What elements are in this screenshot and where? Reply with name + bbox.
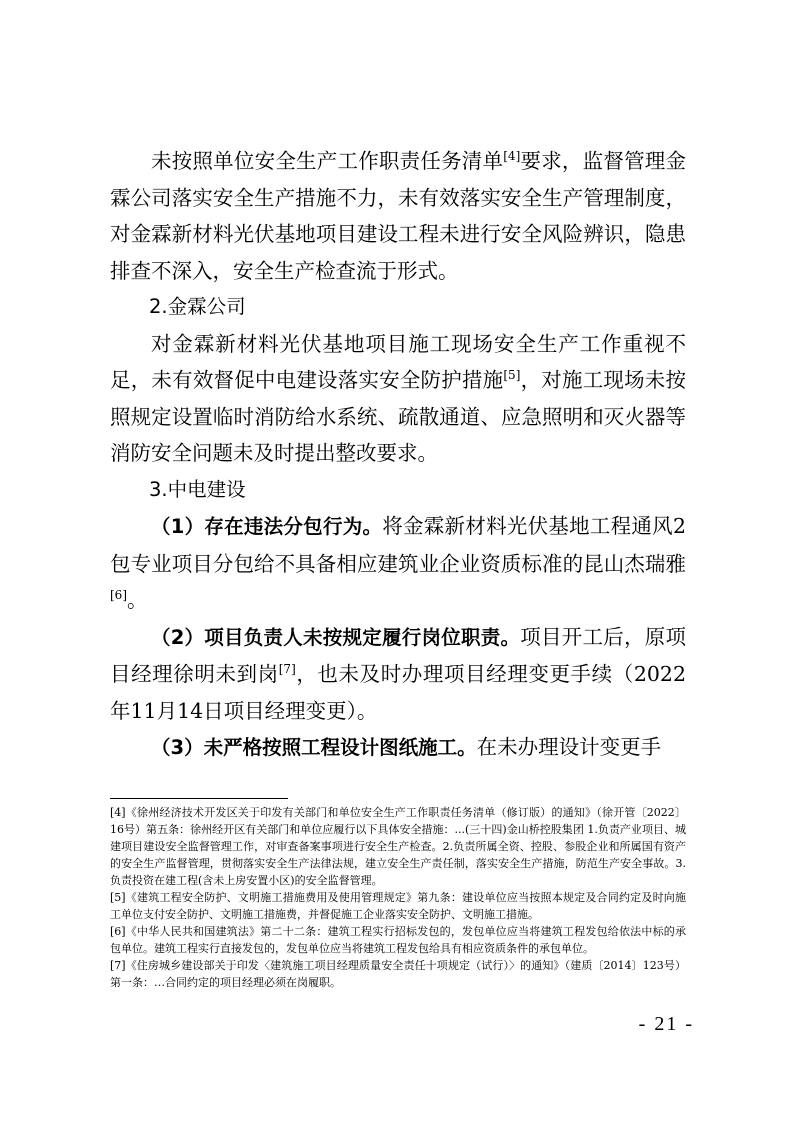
paragraph-4: （2）项目负责人未按规定履行岗位职责。项目开工后，原项目经理徐明未到岗[7]，也未及时办理项目经理变更手续（2022年11月14日项目经理变更）。 [110,624,687,723]
footnote-ref-6[interactable]: [6] [110,588,127,602]
footnote-4: [4]《徐州经济技术开发区关于印发有关部门和单位安全生产工作职责任务清单（修订版）的通知》（徐开管〔2022〕16号）第五条：徐州经开区有关部门和单位应履行以下具体安全措施：...(三十四)金山桥控股集团 1.负责产业项目、城建项目建设安全监督管理工作，对审查备案事项进行安全生产检查。2.负责所属全资、控股、参股企业和所属国有资产的安全生产监督管理，贯彻落实安全生产法律法规，建立安全生产责任制，落实安全生产措施，防范生产安全事故。3.负责投资在建工程(含未上房安置小区)的安全监督管理。 [110,806,686,887]
section-heading-3: 3.中电建设 [149,477,246,501]
paragraph-4-lead: （2）项目负责人未按规定履行岗位职责。 [151,625,521,649]
paragraph-3-lead: （1）存在违法分包行为。 [151,515,383,538]
footnote-7: [7]《住房城乡建设部关于印发〈建筑施工项目经理质量安全责任十项规定（试行）〉的通知》（建质〔2014〕123号）第一条：…合同约定的项目经理必须在岗履职。 [110,959,686,989]
footnote-6: [6]《中华人民共和国建筑法》第二十二条：建筑工程实行招标发包的，发包单位应当将建筑工程发包给依法中标的承包单位。建筑工程实行直接发包的，发包单位应当将建筑工程发包给具有相应资质条件的承包单位。 [110,925,686,955]
footnote-ref-5[interactable]: [5] [503,368,521,382]
footnote-ref-7[interactable]: [7] [278,662,296,676]
paragraph-3: （1）存在违法分包行为。将金霖新材料光伏基地工程通风2包专业项目分包给不具备相应建筑业企业资质标准的昆山杰瑞雅[6]。 [110,514,686,612]
footnotes [110,804,686,991]
page-number: - 21 - [638,1013,694,1035]
section-heading-2: 2.金霖公司 [149,295,246,318]
footnote-5: [5]《建筑工程安全防护、文明施工措施费用及使用管理规定》第九条：建设单位应当按照本规定及合同约定及时向施工单位支付安全防护、文明施工措施费，并督促施工企业落实安全防护、文明施工措施。 [110,891,686,921]
paragraph-1: 未按照单位安全生产工作职责任务清单[4]要求，监督管理金霖公司落实安全生产措施不力，未有效落实安全生产管理制度，对金霖新材料光伏基地项目建设工程未进行安全风险辨识，隐患排查不深入，安全生产检查流于形式。 [110,149,687,283]
body-text [110,143,686,767]
paragraph-5-lead: （3）未严格按照工程设计图纸施工。 [151,736,477,759]
paragraph-2: 对金霖新材料光伏基地项目施工现场安全生产工作重视不足，未有效督促中电建设落实安全防护措施[5]，对施工现场未按照规定设置临时消防给水系统、疏散通道、应急照明和灭火器等消防安全问题未及时提出整改要求。 [110,331,687,465]
footnote-ref-4[interactable]: [4] [503,149,521,163]
footnote-divider [110,798,288,799]
paragraph-5: （3）未严格按照工程设计图纸施工。在未办理设计变更手 [151,735,662,759]
